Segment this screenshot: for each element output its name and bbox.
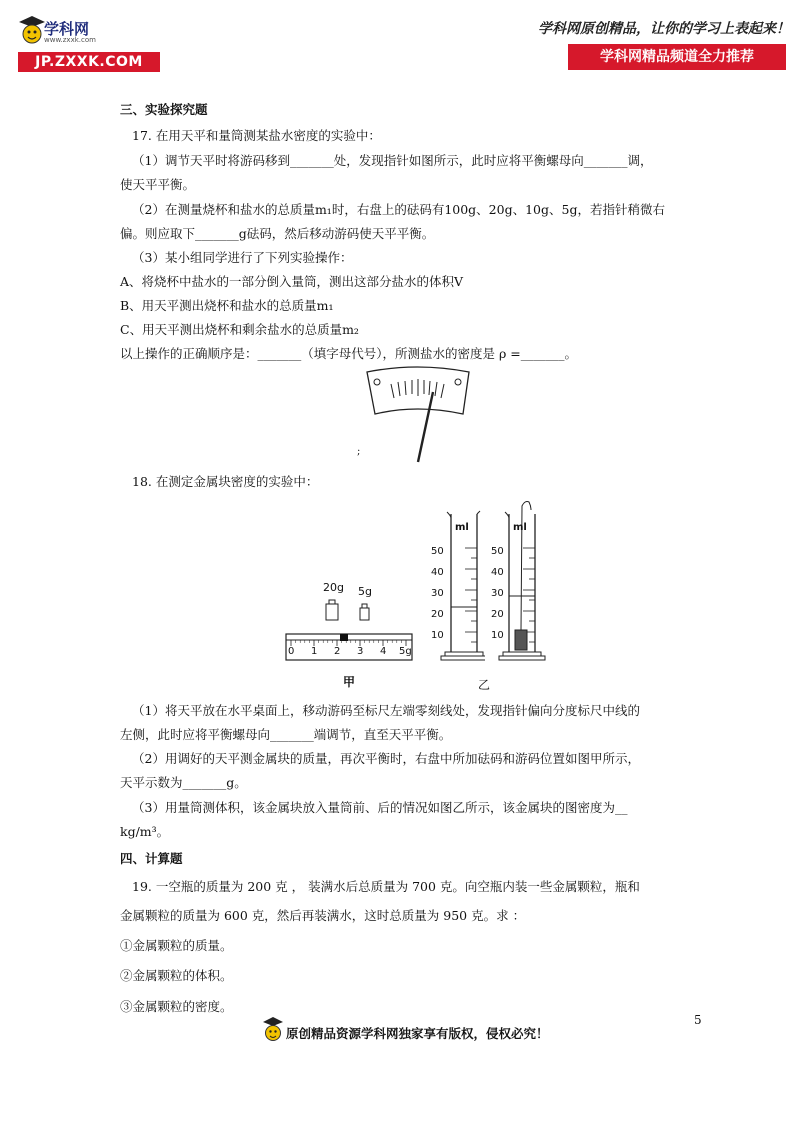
header-slogan: 学科网原创精品，让你的学习上表起来！ [538, 21, 790, 37]
balance-dial-figure [355, 366, 480, 466]
cyl2-tick-50: 50 [491, 546, 504, 557]
logo-text: 学科网 [44, 20, 90, 38]
cyl1-tick-10: 10 [431, 630, 444, 641]
logo-url[interactable]: JP.ZXXK.COM [18, 52, 160, 72]
q17-option-c: C、用天平测出烧杯和剩余盐水的总质量m₂ [120, 322, 359, 337]
q18-part2-line1: （2）用调好的天平测金属块的质量，再次平衡时，右盘中所加砝码和游码位置如图甲所示， [132, 751, 640, 766]
q17-part3: （3）某小组同学进行了下列实验操作： [132, 250, 353, 265]
q19-item3: ③金属颗粒的密度。 [120, 999, 233, 1014]
q18-part2-line2: 天平示数为_______g。 [120, 775, 247, 790]
cyl1-tick-40: 40 [431, 567, 444, 578]
figure-label-jia: 甲 [343, 675, 356, 689]
q19-line2: 金属颗粒的质量为 600 克，然后再装满水，这时总质量为 950 克。求 ： [120, 908, 526, 923]
cyl1-tick-50: 50 [431, 546, 444, 557]
cyl2-tick-30: 30 [491, 588, 504, 599]
cyl2-tick-20: 20 [491, 609, 504, 620]
figure-mark: ; [357, 446, 361, 457]
q17-option-a: A、将烧杯中盐水的一部分倒入量筒，测出这部分盐水的体积V [120, 274, 464, 289]
cyl2-tick-40: 40 [491, 567, 504, 578]
q17-part1-line1: （1）调节天平时将游码移到_______处，发现指针如图所示，此时应将平衡螺母向_______调， [132, 153, 653, 168]
header-banner[interactable]: 学科网精品频道全力推荐 [568, 44, 786, 70]
page-header [0, 0, 800, 80]
q17-stem: 17. 在用天平和量筒测某盐水密度的实验中： [132, 128, 381, 143]
ruler-tick-1: 1 [311, 646, 318, 657]
q17-part2-line1: （2）在测量烧杯和盐水的总质量m₁时，右盘上的砝码有100g、20g、10g、5g，若指针稍微右 [132, 202, 665, 217]
site-logo[interactable] [18, 14, 168, 74]
ruler-tick-4: 4 [380, 646, 387, 657]
q17-part1-line2: 使天平平衡。 [120, 177, 196, 192]
ruler-tick-3: 3 [357, 646, 364, 657]
q18-part3-line2: kg/m³。 [120, 824, 170, 839]
section-title-3: 三、实验探究题 [120, 102, 208, 117]
q19-item1: ①金属颗粒的质量。 [120, 938, 233, 953]
weight-5g-label: 5g [358, 585, 372, 598]
logo-url-small: www.zxxk.com [44, 36, 96, 44]
cylinder2-unit: ml [513, 522, 527, 533]
q19-item2: ②金属颗粒的体积。 [120, 968, 233, 983]
q17-option-b: B、用天平测出烧杯和盐水的总质量m₁ [120, 298, 334, 313]
q17-part2-line2: 偏。则应取下_______g砝码，然后移动游码使天平平衡。 [120, 226, 435, 241]
footer-copyright: 原创精品资源学科网独家享有版权，侵权必究！ [286, 1026, 549, 1041]
q18-part1-line1: （1）将天平放在水平桌面上，移动游码至标尺左端零刻线处，发现指针偏向分度标尺中线的 [132, 703, 640, 718]
ruler-tick-2: 2 [334, 646, 341, 657]
q17-part3-question: 以上操作的正确顺序是：_______（填字母代号），所测盐水的密度是 ρ =_______。 [120, 346, 578, 361]
cylinder1-unit: ml [455, 522, 469, 533]
ruler-tick-5: 5g [399, 646, 412, 657]
weight-20g-label: 20g [323, 581, 344, 594]
cyl1-tick-30: 30 [431, 588, 444, 599]
footer-mascot-icon [262, 1016, 284, 1044]
ruler-tick-0: 0 [288, 646, 295, 657]
q18-part1-line2: 左侧，此时应将平衡螺母向_______端调节，直至天平平衡。 [120, 727, 452, 742]
section-title-4: 四、计算题 [120, 851, 183, 866]
weights-icon [325, 598, 375, 622]
q18-part3-line1: （3）用量筒测体积，该金属块放入量筒前、后的情况如图乙所示，该金属块的图密度为__ [132, 800, 628, 815]
cyl2-tick-10: 10 [491, 630, 504, 641]
q18-stem: 18. 在测定金属块密度的实验中： [132, 474, 319, 489]
figure-yi [425, 496, 555, 666]
page-number: 5 [694, 1013, 702, 1027]
cyl1-tick-20: 20 [431, 609, 444, 620]
mascot-icon [18, 14, 46, 48]
q19-line1: 19. 一空瓶的质量为 200 克 ， 装满水后总质量为 700 克。向空瓶内装一些金属颗粒，瓶和 [132, 879, 640, 894]
figure-label-yi: 乙 [478, 678, 491, 692]
